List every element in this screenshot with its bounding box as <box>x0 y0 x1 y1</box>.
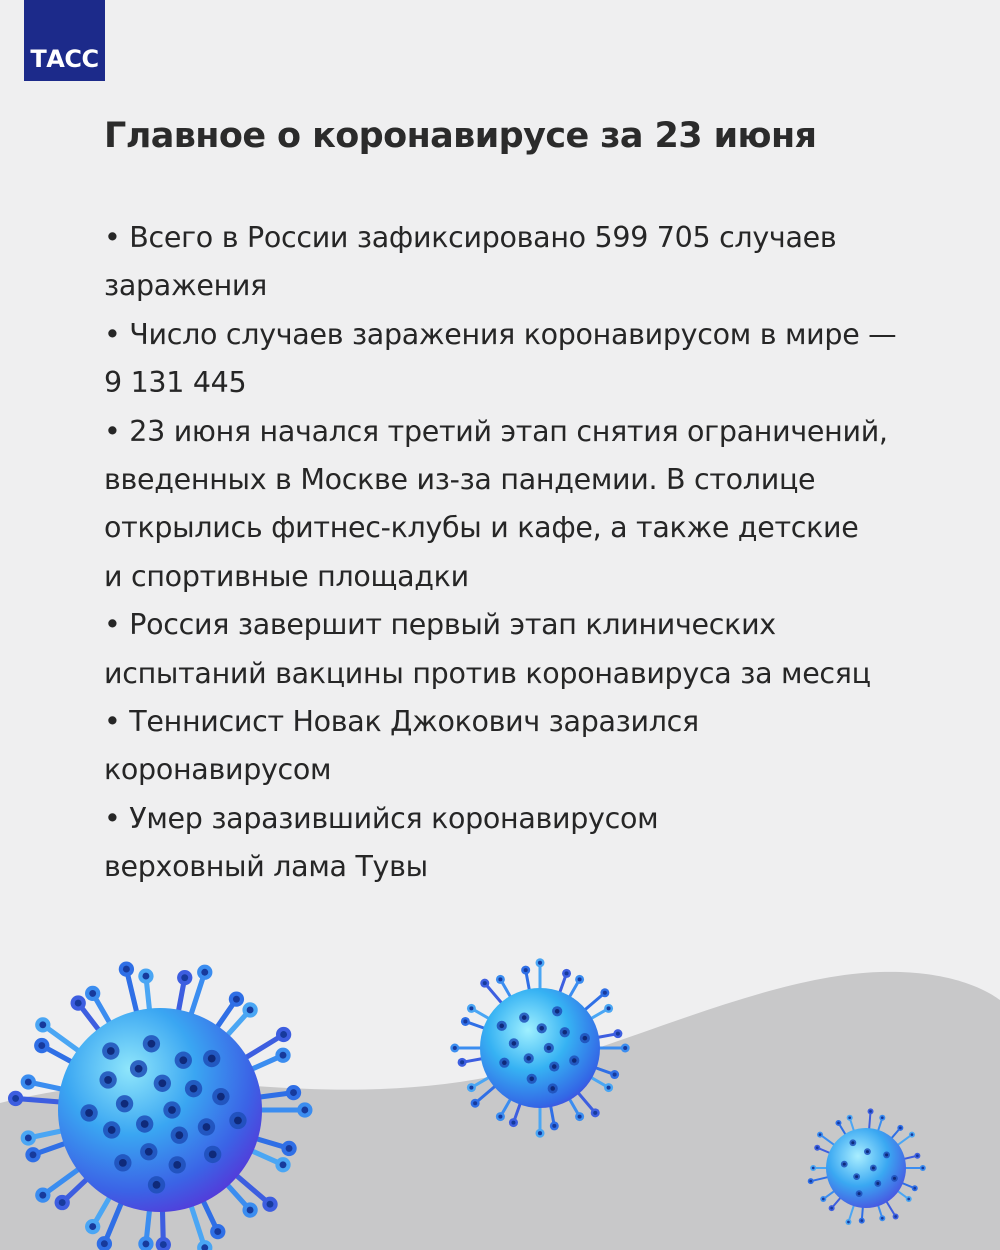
list-item: • Россия завершит первый этап клинических испытаний вакцины против коронавируса за месяц <box>104 608 871 690</box>
page-title: Главное о коронавирусе за 23 июня <box>104 116 817 156</box>
logo-text: ТАСС <box>30 45 99 73</box>
tass-logo <box>24 0 105 81</box>
facts-list <box>104 214 964 892</box>
list-item: • Умер заразившийся коронавирусом верховный лама Тувы <box>104 801 659 884</box>
virus-illustration <box>0 900 1000 1250</box>
list-item: • Всего в России зафиксировано 599 705 случаев заражения <box>104 221 837 303</box>
list-item: • Число случаев заражения коронавирусом в мире — 9 131 445 <box>104 317 897 400</box>
list-item: • 23 июня начался третий этап снятия ограничений, введенных в Москве из-за пандемии. В столице открылись фитнес-клубы и кафе, а также детские и спортивные площадки <box>104 414 888 593</box>
list-item: • Теннисист Новак Джокович заразился коронавирусом <box>104 705 699 787</box>
